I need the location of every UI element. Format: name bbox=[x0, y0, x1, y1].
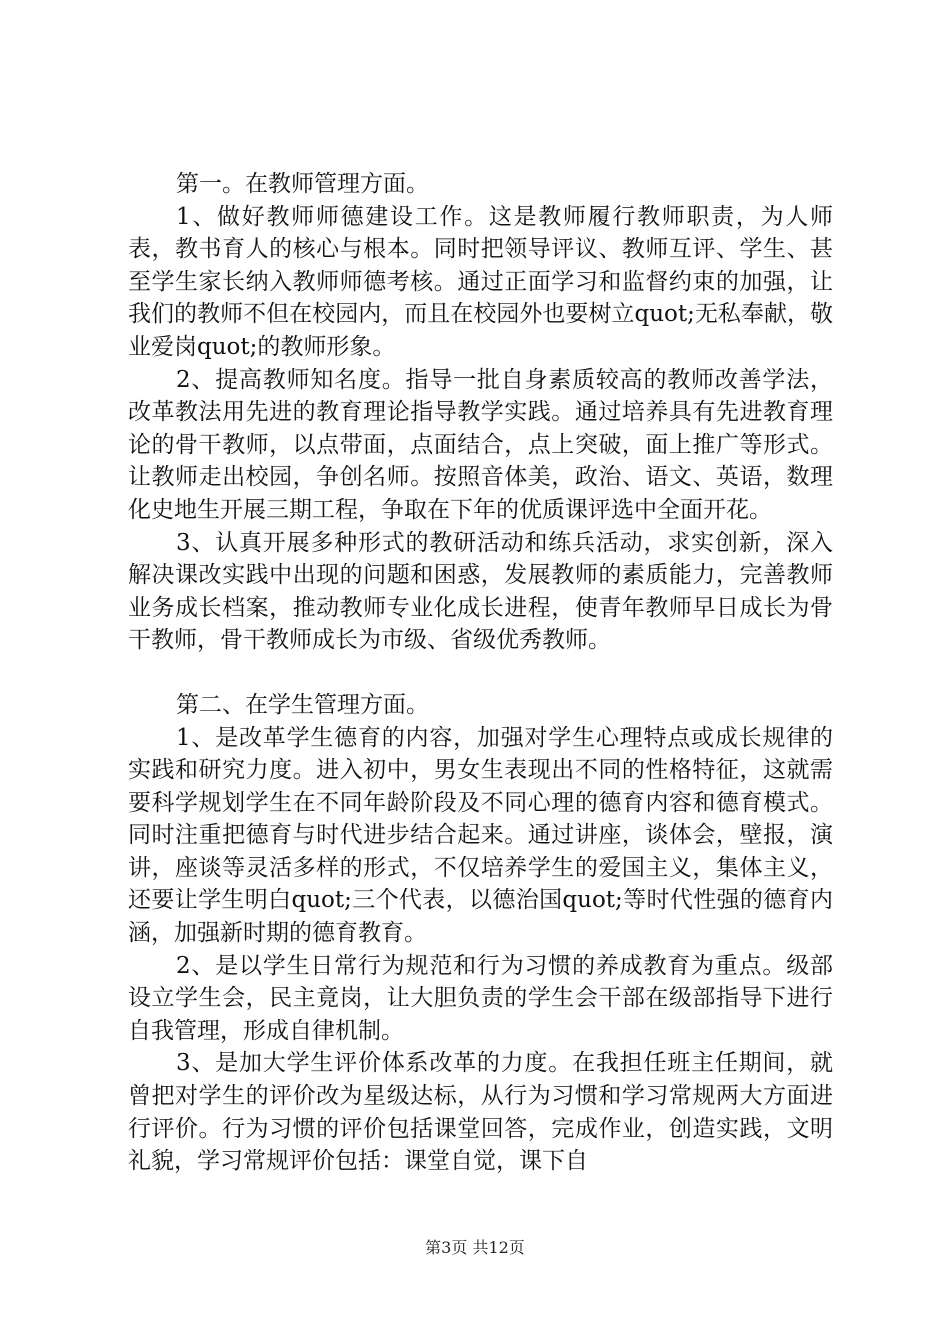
paragraph-teacher-ethics: 1、做好教师师德建设工作。这是教师履行教师职责，为人师表，教书育人的核心与根本。同时把领导评议、教师互评、学生、甚至学生家长纳入教师师德考核。通过正面学习和监督约束的加强，让我们的教师不但在校园内，而且在校园外也要树立quot;无私奉献，敬业爱岗quot;的教师形象。 bbox=[128, 203, 833, 360]
paragraph-behavior-habits: 2、是以学生日常行为规范和行为习惯的养成教育为重点。级部设立学生会，民主竟岗，让大胆负责的学生会干部在级部指导下进行自我管理，形成自律机制。 bbox=[128, 952, 833, 1044]
paragraph-moral-education: 1、是改革学生德育的内容，加强对学生心理特点或成长规律的实践和研究力度。进入初中，男女生表现出不同的性格特征，这就需要科学规划学生在不同年龄阶段及不同心理的德育内容和德育模式。同时注重把德育与时代进步结合起来。通过讲座，谈体会，壁报，演讲，座谈等灵活多样的形式，不仅培养学生的爱国主义，集体主义，还要让学生明白quot;三个代表，以德治国quot;等时代性强的德育内涵，加强新时期的德育教育。 bbox=[128, 724, 833, 947]
paragraph-teaching-research: 3、认真开展多种形式的教研活动和练兵活动，求实创新，深入解决课改实践中出现的问题和困惑，发展教师的素质能力，完善教师业务成长档案，推动教师专业化成长进程，使青年教师早日成长为骨干教师，骨干教师成长为市级、省级优秀教师。 bbox=[128, 529, 833, 654]
page-number-footer: 第3页 共12页 bbox=[425, 1238, 525, 1257]
section-heading-student-management: 第二、在学生管理方面。 bbox=[176, 691, 429, 718]
section-heading-teacher-management: 第一。在教师管理方面。 bbox=[176, 171, 429, 197]
paragraph-evaluation-reform: 3、是加大学生评价体系改革的力度。在我担任班主任期间，就曾把对学生的评价改为星级达标，从行为习惯和学习常规两大方面进行评价。行为习惯的评价包括课堂回答，完成作业，创造实践，文明礼貌，学习常规评价包括：课堂自觉，课下自 bbox=[128, 1050, 833, 1175]
paragraph-teacher-reputation: 2、提高教师知名度。指导一批自身素质较高的教师改善学法，改革教法用先进的教育理论指导教学实践。通过培养具有先进教育理论的骨干教师，以点带面，点面结合，点上突破，面上推广等形式。让教师走出校园，争创名师。按照音体美，政治、语文、英语，数理化史地生开展三期工程，争取在下年的优质课评选中全面开花。 bbox=[128, 366, 833, 523]
document-body bbox=[128, 168, 833, 1178]
section-spacer bbox=[128, 657, 833, 689]
